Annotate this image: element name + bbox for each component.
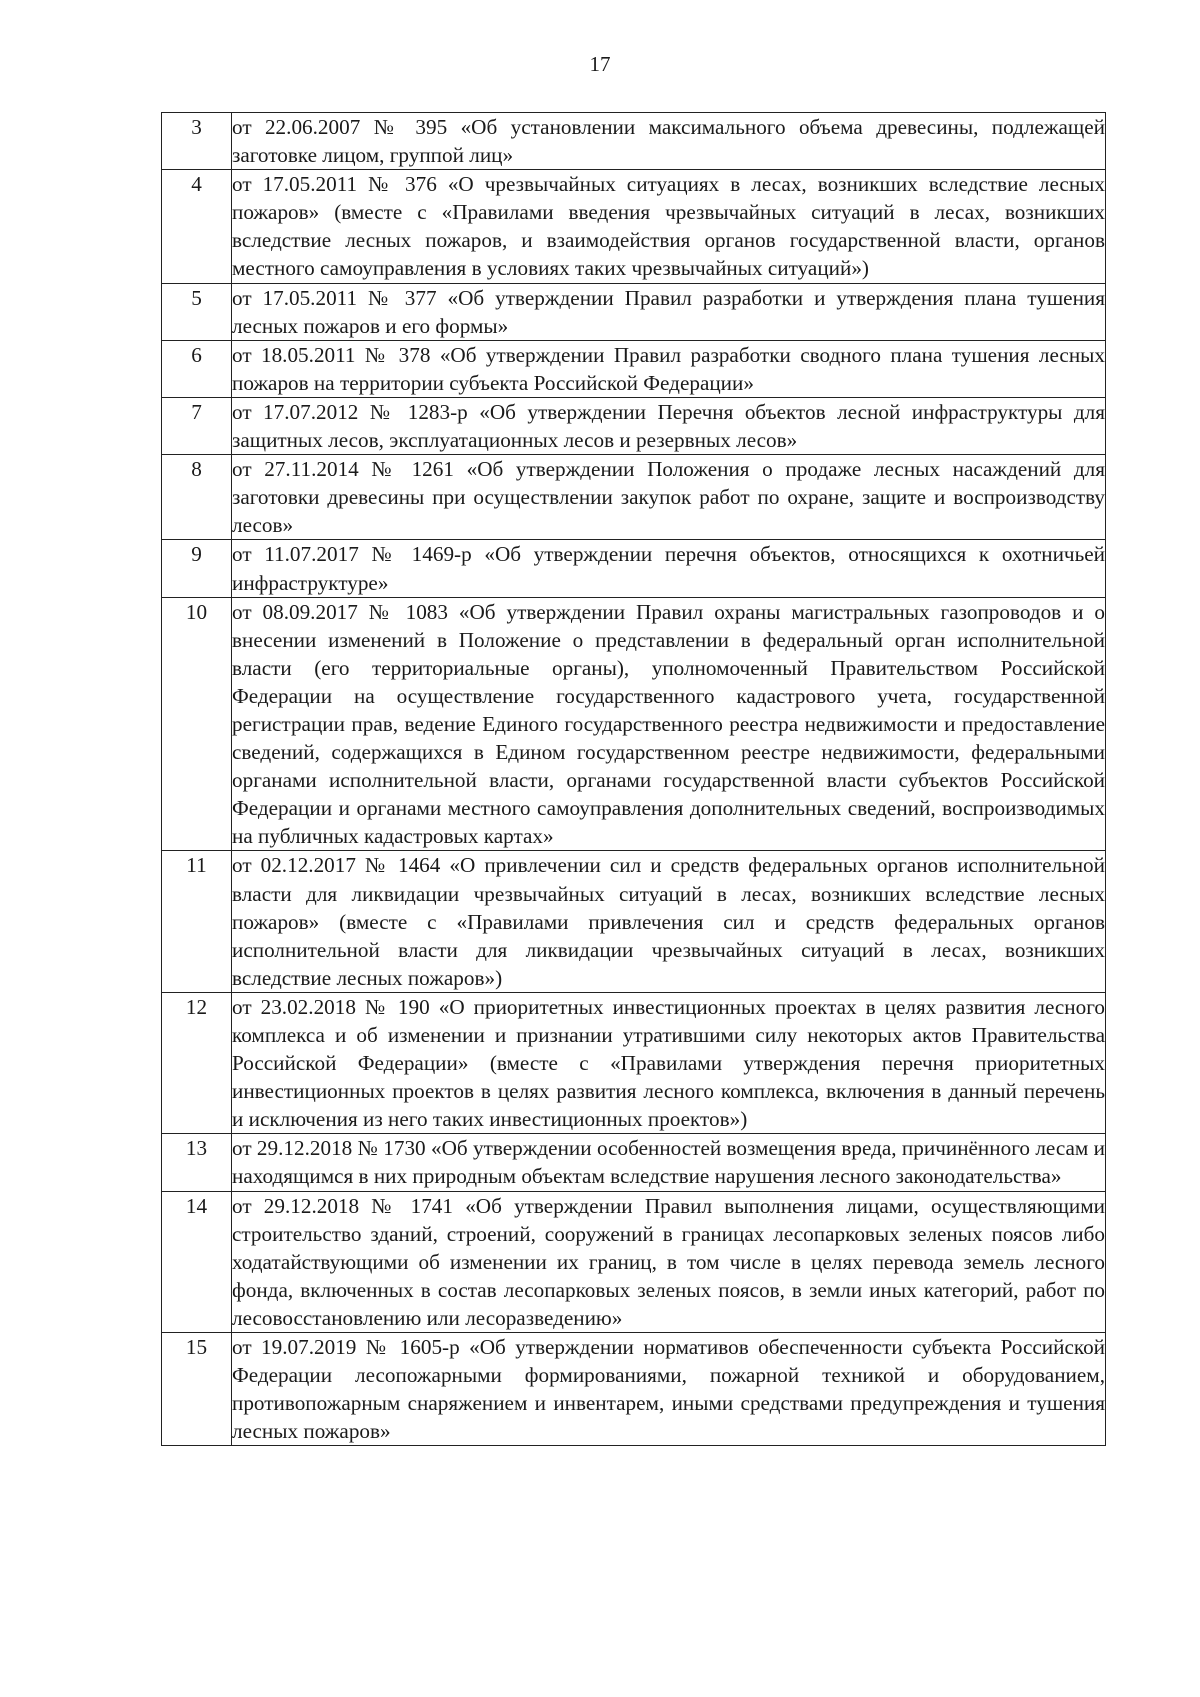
act-description: от 19.07.2019 № 1605-р «Об утверждении нормативов обеспеченности субъекта Российской Федерации лесопожарными формированиями, пожарной техникой и оборудованием, противопожарным снаряжением и инвентарем, иными средствами предупреждения и тушения лесных пожаров» (232, 1333, 1106, 1446)
row-number: 11 (162, 851, 232, 992)
row-number: 12 (162, 992, 232, 1133)
legal-acts-table (161, 112, 1106, 1446)
row-number: 13 (162, 1134, 232, 1191)
table-row (162, 283, 1106, 340)
row-number: 8 (162, 455, 232, 540)
table-row (162, 340, 1106, 397)
table-row (162, 992, 1106, 1133)
table-row (162, 851, 1106, 992)
act-description: от 29.12.2018 № 1730 «Об утверждении особенностей возмещения вреда, причинённого лесам и находящимся в них природным объектам вследствие нарушения лесного законодательства» (232, 1134, 1106, 1191)
act-description: от 17.05.2011 № 377 «Об утверждении Правил разработки и утверждения плана тушения лесных пожаров и его формы» (232, 283, 1106, 340)
act-description: от 27.11.2014 № 1261 «Об утверждении Положения о продаже лесных насаждений для заготовки древесины при осуществлении закупок работ по охране, защите и воспроизводству лесов» (232, 455, 1106, 540)
table-row (162, 540, 1106, 597)
act-description: от 22.06.2007 № 395 «Об установлении максимального объема древесины, подлежащей заготовке лицом, группой лиц» (232, 113, 1106, 170)
page-number: 17 (589, 52, 611, 76)
table-row (162, 170, 1106, 283)
row-number: 4 (162, 170, 232, 283)
row-number: 15 (162, 1333, 232, 1446)
table-row (162, 455, 1106, 540)
row-number: 10 (162, 597, 232, 851)
row-number: 7 (162, 397, 232, 454)
row-number: 3 (162, 113, 232, 170)
row-number: 5 (162, 283, 232, 340)
table-row (162, 397, 1106, 454)
act-description: от 23.02.2018 № 190 «О приоритетных инвестиционных проектах в целях развития лесного комплекса и об изменении и признании утратившими силу некоторых актов Правительства Российской Федерации» (вместе с «Правилами утверждения перечня приоритетных инвестиционных проектов в целях развития лесного комплекса, включения в данный перечень и исключения из него таких инвестиционных проектов») (232, 992, 1106, 1133)
act-description: от 17.07.2012 № 1283-р «Об утверждении Перечня объектов лесной инфраструктуры для защитных лесов, эксплуатационных лесов и резервных лесов» (232, 397, 1106, 454)
act-description: от 02.12.2017 № 1464 «О привлечении сил и средств федеральных органов исполнительной власти для ликвидации чрезвычайных ситуаций в лесах, возникших вследствие лесных пожаров» (вместе с «Правилами привлечения сил и средств федеральных органов исполнительной власти для ликвидации чрезвычайных ситуаций в лесах, возникших вследствие лесных пожаров») (232, 851, 1106, 992)
table-row (162, 1134, 1106, 1191)
act-description: от 17.05.2011 № 376 «О чрезвычайных ситуациях в лесах, возникших вследствие лесных пожаров» (вместе с «Правилами введения чрезвычайных ситуаций в лесах, возникших вследствие лесных пожаров, и взаимодействия органов государственной власти, органов местного самоуправления в условиях таких чрезвычайных ситуаций») (232, 170, 1106, 283)
act-description: от 11.07.2017 № 1469-р «Об утверждении перечня объектов, относящихся к охотничьей инфраструктуре» (232, 540, 1106, 597)
table-row (162, 1333, 1106, 1446)
row-number: 9 (162, 540, 232, 597)
row-number: 14 (162, 1191, 232, 1332)
table-row (162, 597, 1106, 851)
row-number: 6 (162, 340, 232, 397)
act-description: от 18.05.2011 № 378 «Об утверждении Правил разработки сводного плана тушения лесных пожаров на территории субъекта Российской Федерации» (232, 340, 1106, 397)
act-description: от 29.12.2018 № 1741 «Об утверждении Правил выполнения лицами, осуществляющими строительство зданий, строений, сооружений в границах лесопарковых зеленых поясов либо ходатайствующими об изменении их границ, в том числе в целях перевода земель лесного фонда, включенных в состав лесопарковых зеленых поясов, в земли иных категорий, работ по лесовосстановлению или лесоразведению» (232, 1191, 1106, 1332)
table-row (162, 113, 1106, 170)
table-row (162, 1191, 1106, 1332)
act-description: от 08.09.2017 № 1083 «Об утверждении Правил охраны магистральных газопроводов и о внесении изменений в Положение о представлении в федеральный орган исполнительной власти (его территориальные органы), уполномоченный Правительством Российской Федерации на осуществление государственного кадастрового учета, государственной регистрации прав, ведение Единого государственного реестра недвижимости и предоставление сведений, содержащихся в Едином государственном реестре недвижимости, федеральными органами исполнительной власти, органами государственной власти субъектов Российской Федерации и органами местного самоуправления дополнительных сведений, воспроизводимых на публичных кадастровых картах» (232, 597, 1106, 851)
